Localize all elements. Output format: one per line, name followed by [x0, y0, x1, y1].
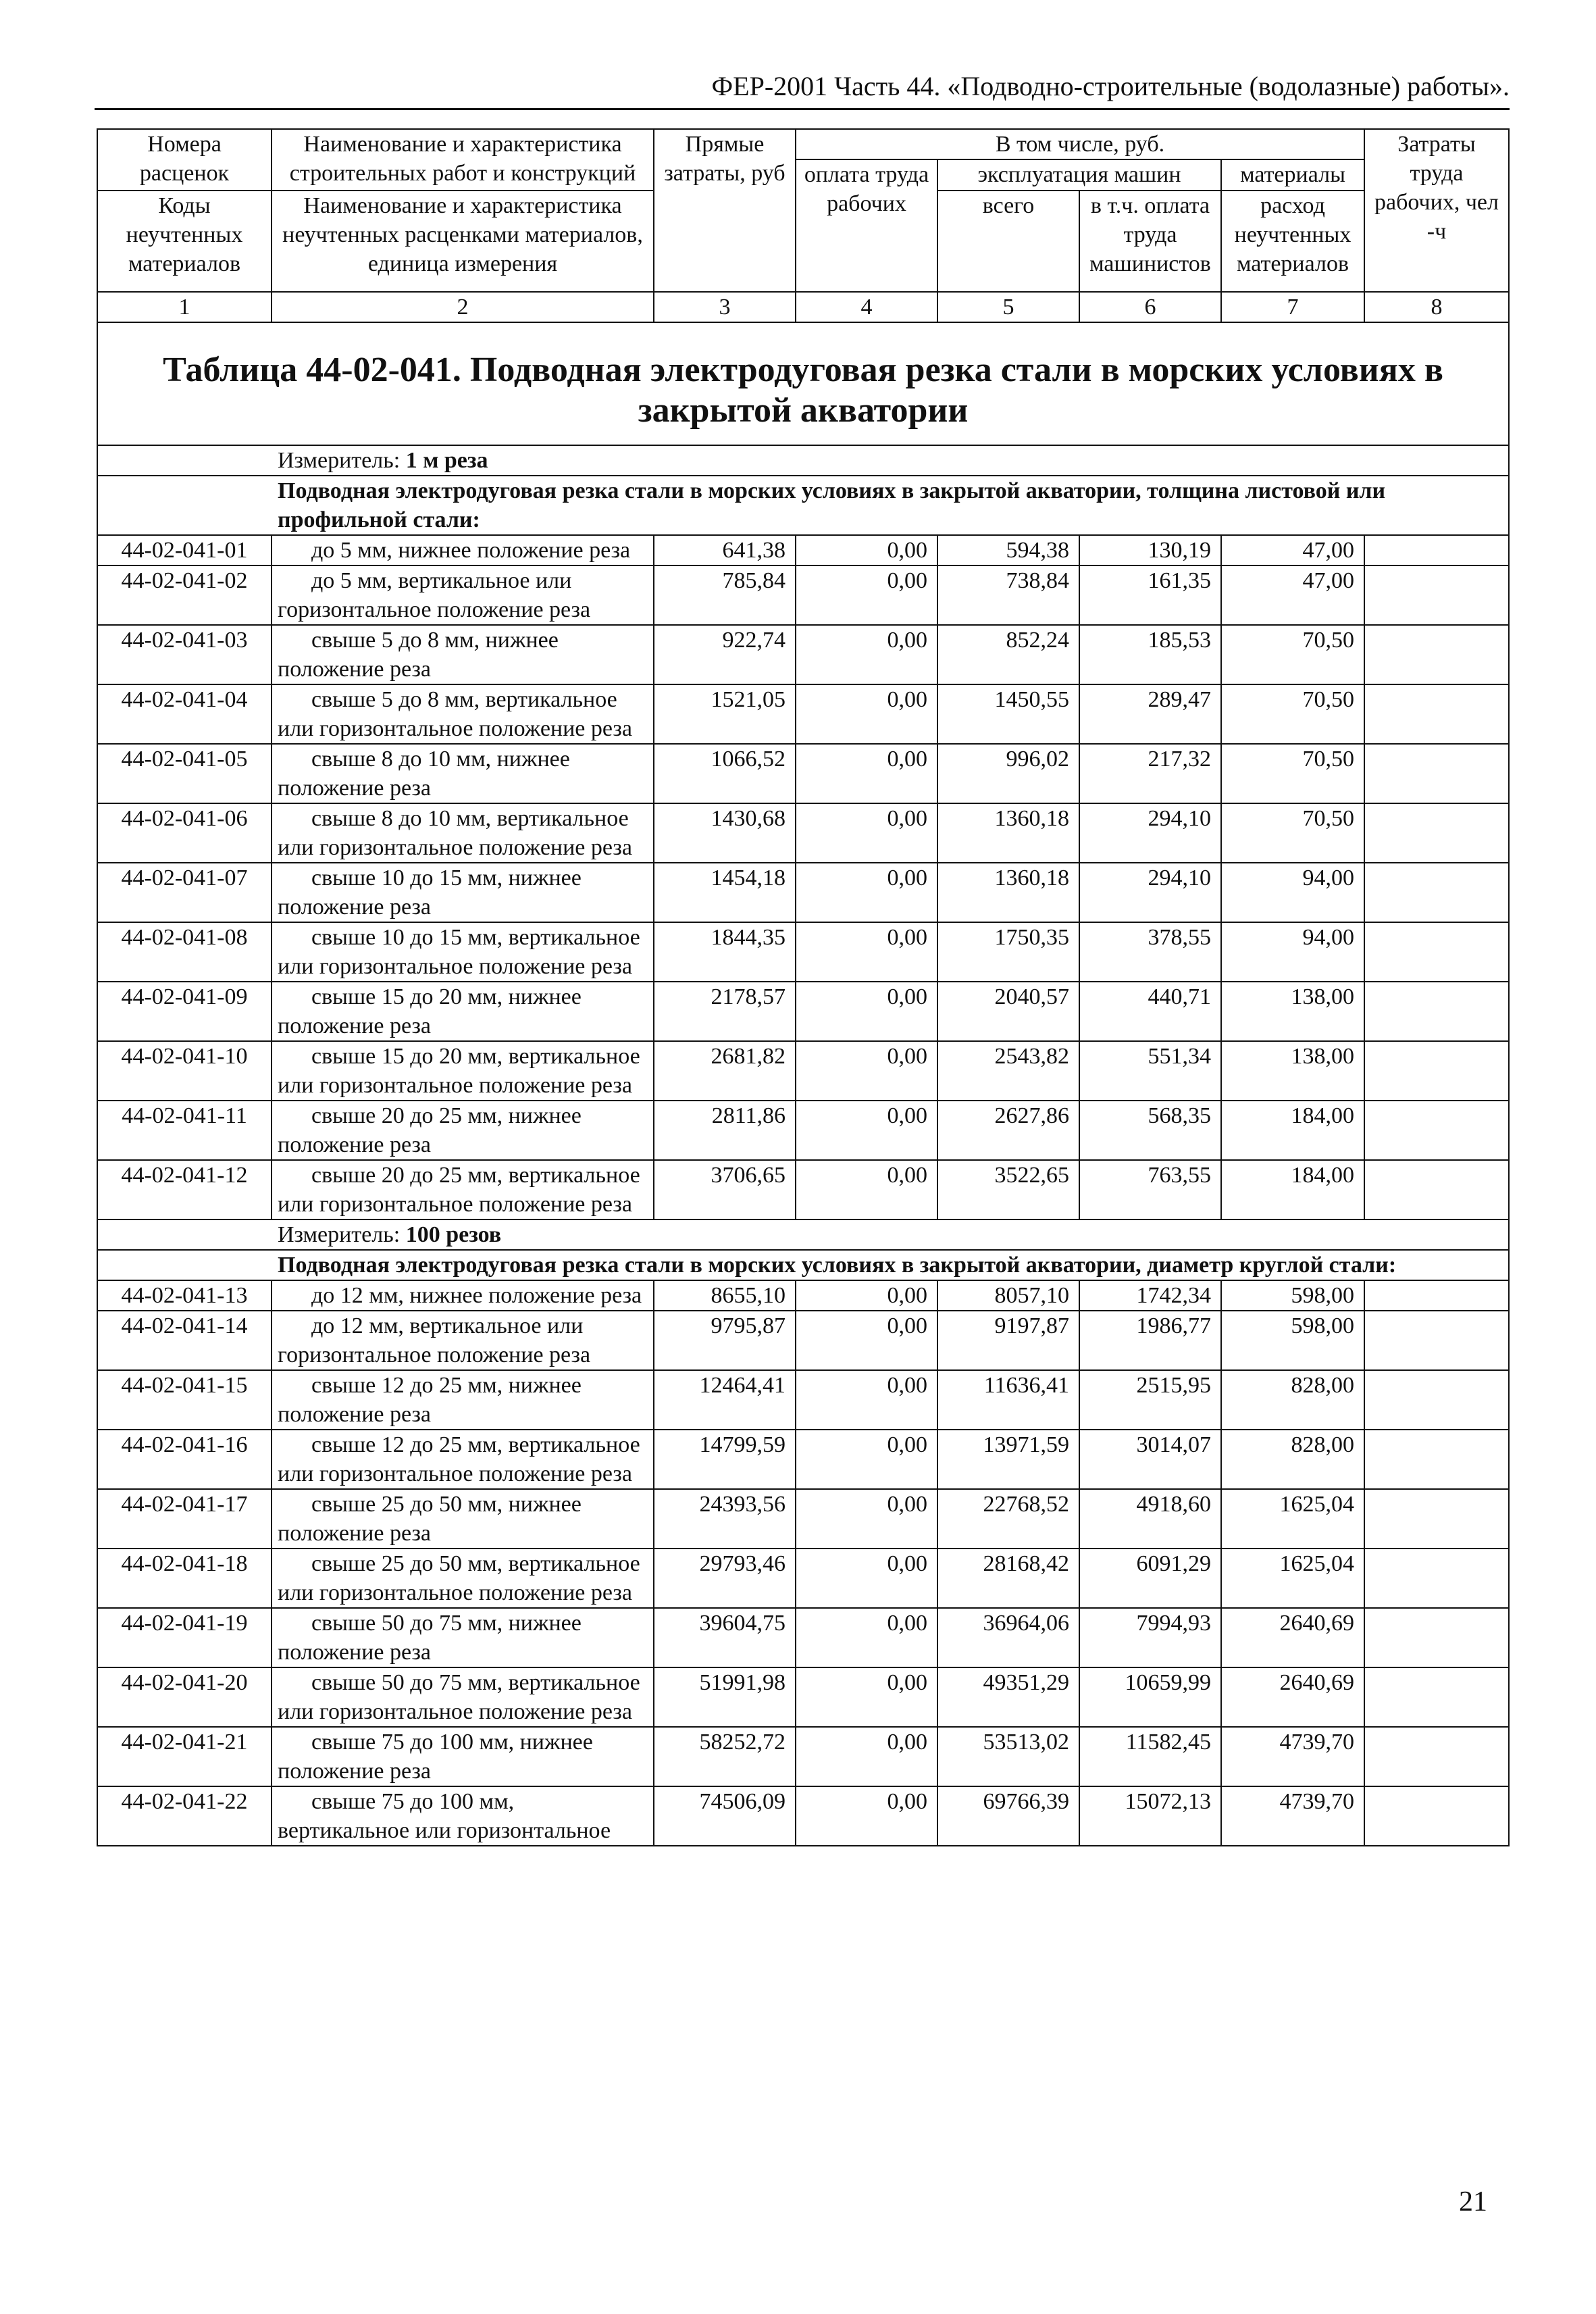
value-mach: 1450,55 [937, 684, 1079, 744]
value-direct: 24393,56 [654, 1489, 796, 1549]
table-row [97, 565, 1509, 625]
value-mach: 1360,18 [937, 803, 1079, 863]
measure-row [97, 1219, 1509, 1250]
value-direct: 1454,18 [654, 863, 796, 922]
work-name: до 12 мм, нижнее положение реза [272, 1280, 654, 1311]
value-mach: 1360,18 [937, 863, 1079, 922]
value-labor: 0,00 [796, 982, 937, 1041]
value-direct: 3706,65 [654, 1160, 796, 1219]
col-number: 5 [937, 292, 1079, 322]
work-name: свыше 75 до 100 мм, вертикальное или горизонтальное [272, 1786, 654, 1846]
col-header-material-codes: Коды неучтенных материалов [97, 191, 272, 292]
work-name: свыше 12 до 25 мм, вертикальное или горизонтальное положение реза [272, 1430, 654, 1489]
rate-code: 44-02-041-13 [97, 1280, 272, 1311]
table-row [97, 1041, 1509, 1101]
table-row [97, 1311, 1509, 1370]
value-mach: 996,02 [937, 744, 1079, 803]
value-mat: 1625,04 [1221, 1489, 1364, 1549]
value-mach-labor: 378,55 [1079, 922, 1221, 982]
table-row [97, 1430, 1509, 1489]
value-direct: 9795,87 [654, 1311, 796, 1370]
value-mat: 94,00 [1221, 863, 1364, 922]
value-mach: 738,84 [937, 565, 1079, 625]
rate-code: 44-02-041-09 [97, 982, 272, 1041]
value-mach-labor: 3014,07 [1079, 1430, 1221, 1489]
value-direct: 1066,52 [654, 744, 796, 803]
value-hours [1364, 1370, 1509, 1430]
rate-code: 44-02-041-03 [97, 625, 272, 684]
value-direct: 2811,86 [654, 1101, 796, 1160]
value-direct: 14799,59 [654, 1430, 796, 1489]
value-mach: 2627,86 [937, 1101, 1079, 1160]
value-mach-labor: 2515,95 [1079, 1370, 1221, 1430]
col-header-labor-hours: Затраты труда рабочих, чел -ч [1364, 129, 1509, 292]
table-row [97, 1160, 1509, 1219]
value-labor: 0,00 [796, 1430, 937, 1489]
rate-code: 44-02-041-08 [97, 922, 272, 982]
table-row [97, 535, 1509, 565]
work-name: свыше 75 до 100 мм, нижнее положение реза [272, 1727, 654, 1786]
work-name: до 12 мм, вертикальное или горизонтальное положение реза [272, 1311, 654, 1370]
col-number: 4 [796, 292, 937, 322]
value-mat: 1625,04 [1221, 1549, 1364, 1608]
value-mat: 828,00 [1221, 1370, 1364, 1430]
page-number: 21 [1459, 2186, 1487, 2217]
work-name: свыше 10 до 15 мм, нижнее положение реза [272, 863, 654, 922]
rate-code: 44-02-041-20 [97, 1667, 272, 1727]
value-mach: 9197,87 [937, 1311, 1079, 1370]
value-mat: 2640,69 [1221, 1667, 1364, 1727]
value-hours [1364, 1667, 1509, 1727]
value-mach: 3522,65 [937, 1160, 1079, 1219]
value-direct: 785,84 [654, 565, 796, 625]
col-number: 8 [1364, 292, 1509, 322]
rate-code: 44-02-041-17 [97, 1489, 272, 1549]
rate-code: 44-02-041-02 [97, 565, 272, 625]
rate-code: 44-02-041-04 [97, 684, 272, 744]
work-name: до 5 мм, вертикальное или горизонтальное положение реза [272, 565, 654, 625]
col-header-including: В том числе, руб. [796, 129, 1364, 159]
measure-value: 1 м реза [405, 448, 488, 473]
table-row [97, 922, 1509, 982]
value-mat: 4739,70 [1221, 1727, 1364, 1786]
value-mach-labor: 4918,60 [1079, 1489, 1221, 1549]
value-mach: 49351,29 [937, 1667, 1079, 1727]
value-labor: 0,00 [796, 1608, 937, 1667]
value-hours [1364, 1489, 1509, 1549]
document-title: ФЕР-2001 Часть 44. «Подводно-строительные (водолазные) работы». [711, 71, 1510, 101]
value-mach-labor: 6091,29 [1079, 1549, 1221, 1608]
value-mat: 47,00 [1221, 535, 1364, 565]
value-direct: 922,74 [654, 625, 796, 684]
table-row [97, 1280, 1509, 1311]
rate-code: 44-02-041-05 [97, 744, 272, 803]
section-heading: Подводная электродуговая резка стали в морских условиях в закрытой акватории, толщина листовой или профильной стали: [97, 476, 1509, 535]
value-direct: 58252,72 [654, 1727, 796, 1786]
value-mach: 69766,39 [937, 1786, 1079, 1846]
value-mach: 36964,06 [937, 1608, 1079, 1667]
value-hours [1364, 1727, 1509, 1786]
rate-code: 44-02-041-14 [97, 1311, 272, 1370]
value-labor: 0,00 [796, 1101, 937, 1160]
col-header-materials: материалы [1221, 159, 1364, 191]
value-mach-labor: 294,10 [1079, 863, 1221, 922]
value-hours [1364, 1160, 1509, 1219]
work-name: до 5 мм, нижнее положение реза [272, 535, 654, 565]
col-header-machines: эксплуатация машин [937, 159, 1221, 191]
value-direct: 12464,41 [654, 1370, 796, 1430]
value-hours [1364, 922, 1509, 982]
col-number: 1 [97, 292, 272, 322]
col-header-worker-pay: оплата труда рабочих [796, 159, 937, 292]
table-row [97, 1101, 1509, 1160]
value-labor: 0,00 [796, 744, 937, 803]
value-labor: 0,00 [796, 1549, 937, 1608]
value-mach: 22768,52 [937, 1489, 1079, 1549]
work-name: свыше 20 до 25 мм, вертикальное или горизонтальное положение реза [272, 1160, 654, 1219]
value-mach-labor: 289,47 [1079, 684, 1221, 744]
value-mat: 94,00 [1221, 922, 1364, 982]
value-hours [1364, 1311, 1509, 1370]
value-mach: 594,38 [937, 535, 1079, 565]
table-row [97, 1549, 1509, 1608]
rate-code: 44-02-041-10 [97, 1041, 272, 1101]
col-header-work-name: Наименование и характеристика строительных работ и конструкций [272, 129, 654, 191]
value-mat: 184,00 [1221, 1160, 1364, 1219]
value-mach-labor: 10659,99 [1079, 1667, 1221, 1727]
value-direct: 1521,05 [654, 684, 796, 744]
value-mach: 28168,42 [937, 1549, 1079, 1608]
col-header-operator-pay: в т.ч. оплата труда машинистов [1079, 191, 1221, 292]
work-name: свыше 5 до 8 мм, нижнее положение реза [272, 625, 654, 684]
page-header [95, 68, 1510, 110]
work-name: свыше 50 до 75 мм, вертикальное или горизонтальное положение реза [272, 1667, 654, 1727]
table-row [97, 982, 1509, 1041]
value-mach: 1750,35 [937, 922, 1079, 982]
value-mach: 2040,57 [937, 982, 1079, 1041]
value-mat: 4739,70 [1221, 1786, 1364, 1846]
value-mach-labor: 217,32 [1079, 744, 1221, 803]
value-labor: 0,00 [796, 863, 937, 922]
rate-code: 44-02-041-19 [97, 1608, 272, 1667]
rate-code: 44-02-041-06 [97, 803, 272, 863]
value-hours [1364, 1430, 1509, 1489]
value-labor: 0,00 [796, 1727, 937, 1786]
value-hours [1364, 1786, 1509, 1846]
value-mach-labor: 568,35 [1079, 1101, 1221, 1160]
value-direct: 8655,10 [654, 1280, 796, 1311]
value-labor: 0,00 [796, 803, 937, 863]
value-labor: 0,00 [796, 1311, 937, 1370]
value-mach: 13971,59 [937, 1430, 1079, 1489]
value-labor: 0,00 [796, 684, 937, 744]
value-labor: 0,00 [796, 1160, 937, 1219]
work-name: свыше 15 до 20 мм, вертикальное или горизонтальное положение реза [272, 1041, 654, 1101]
work-name: свыше 5 до 8 мм, вертикальное или горизонтальное положение реза [272, 684, 654, 744]
value-labor: 0,00 [796, 1041, 937, 1101]
rate-code: 44-02-041-22 [97, 1786, 272, 1846]
work-name: свыше 10 до 15 мм, вертикальное или горизонтальное положение реза [272, 922, 654, 982]
table-row [97, 1786, 1509, 1846]
table-row [97, 1608, 1509, 1667]
value-mat: 184,00 [1221, 1101, 1364, 1160]
value-direct: 2178,57 [654, 982, 796, 1041]
value-mat: 828,00 [1221, 1430, 1364, 1489]
value-mat: 70,50 [1221, 803, 1364, 863]
table-row [97, 1489, 1509, 1549]
section-heading: Подводная электродуговая резка стали в морских условиях в закрытой акватории, диаметр круглой стали: [97, 1250, 1509, 1280]
table-row [97, 1727, 1509, 1786]
col-number: 7 [1221, 292, 1364, 322]
table-row [97, 744, 1509, 803]
value-mach: 852,24 [937, 625, 1079, 684]
value-hours [1364, 744, 1509, 803]
value-mach-labor: 1986,77 [1079, 1311, 1221, 1370]
value-direct: 641,38 [654, 535, 796, 565]
col-header-unaccounted-materials: расход неучтенных материалов [1221, 191, 1364, 292]
table-row [97, 684, 1509, 744]
value-mat: 138,00 [1221, 1041, 1364, 1101]
value-hours [1364, 684, 1509, 744]
work-name: свыше 25 до 50 мм, нижнее положение реза [272, 1489, 654, 1549]
value-hours [1364, 565, 1509, 625]
work-name: свыше 8 до 10 мм, нижнее положение реза [272, 744, 654, 803]
work-name: свыше 8 до 10 мм, вертикальное или горизонтальное положение реза [272, 803, 654, 863]
work-name: свыше 15 до 20 мм, нижнее положение реза [272, 982, 654, 1041]
table-row [97, 803, 1509, 863]
value-labor: 0,00 [796, 565, 937, 625]
value-labor: 0,00 [796, 535, 937, 565]
table-row [97, 863, 1509, 922]
value-mach-labor: 185,53 [1079, 625, 1221, 684]
value-hours [1364, 625, 1509, 684]
value-hours [1364, 1041, 1509, 1101]
value-direct: 2681,82 [654, 1041, 796, 1101]
value-mach: 11636,41 [937, 1370, 1079, 1430]
rate-code: 44-02-041-21 [97, 1727, 272, 1786]
value-mach-labor: 1742,34 [1079, 1280, 1221, 1311]
value-hours [1364, 1280, 1509, 1311]
value-mat: 598,00 [1221, 1280, 1364, 1311]
value-labor: 0,00 [796, 922, 937, 982]
value-mach-labor: 551,34 [1079, 1041, 1221, 1101]
value-mat: 70,50 [1221, 625, 1364, 684]
measure-label: Измеритель: [278, 1222, 401, 1247]
value-direct: 1844,35 [654, 922, 796, 982]
value-labor: 0,00 [796, 1667, 937, 1727]
col-header-rate-numbers: Номера расценок [97, 129, 272, 191]
value-hours [1364, 535, 1509, 565]
value-mat: 70,50 [1221, 684, 1364, 744]
value-mach-labor: 294,10 [1079, 803, 1221, 863]
value-mach: 2543,82 [937, 1041, 1079, 1101]
rate-code: 44-02-041-12 [97, 1160, 272, 1219]
measure-row [97, 445, 1509, 476]
rates-table [97, 128, 1510, 1846]
value-labor: 0,00 [796, 1489, 937, 1549]
measure-label: Измеритель: [278, 448, 401, 473]
value-hours [1364, 803, 1509, 863]
work-name: свыше 20 до 25 мм, нижнее положение реза [272, 1101, 654, 1160]
value-direct: 29793,46 [654, 1549, 796, 1608]
value-mach: 8057,10 [937, 1280, 1079, 1311]
col-header-direct-costs: Прямые затраты, руб [654, 129, 796, 292]
value-hours [1364, 1101, 1509, 1160]
value-hours [1364, 1608, 1509, 1667]
value-mach-labor: 7994,93 [1079, 1608, 1221, 1667]
value-labor: 0,00 [796, 625, 937, 684]
rate-code: 44-02-041-11 [97, 1101, 272, 1160]
value-mach-labor: 15072,13 [1079, 1786, 1221, 1846]
value-mach-labor: 11582,45 [1079, 1727, 1221, 1786]
col-number: 2 [272, 292, 654, 322]
value-mach: 53513,02 [937, 1727, 1079, 1786]
value-mat: 2640,69 [1221, 1608, 1364, 1667]
value-hours [1364, 1549, 1509, 1608]
measure-value: 100 резов [405, 1222, 502, 1247]
table-row [97, 1370, 1509, 1430]
value-direct: 39604,75 [654, 1608, 796, 1667]
value-mat: 598,00 [1221, 1311, 1364, 1370]
work-name: свыше 50 до 75 мм, нижнее положение реза [272, 1608, 654, 1667]
col-number: 3 [654, 292, 796, 322]
table-row [97, 625, 1509, 684]
value-direct: 51991,98 [654, 1667, 796, 1727]
value-mach-labor: 763,55 [1079, 1160, 1221, 1219]
value-hours [1364, 863, 1509, 922]
value-mach-labor: 130,19 [1079, 535, 1221, 565]
value-direct: 1430,68 [654, 803, 796, 863]
work-name: свыше 12 до 25 мм, нижнее положение реза [272, 1370, 654, 1430]
value-labor: 0,00 [796, 1280, 937, 1311]
value-mat: 47,00 [1221, 565, 1364, 625]
value-labor: 0,00 [796, 1786, 937, 1846]
value-mat: 70,50 [1221, 744, 1364, 803]
value-labor: 0,00 [796, 1370, 937, 1430]
col-header-material-names: Наименование и характеристика неучтенных расценками материалов, единица измерения [272, 191, 654, 292]
rate-code: 44-02-041-16 [97, 1430, 272, 1489]
col-number: 6 [1079, 292, 1221, 322]
rate-code: 44-02-041-15 [97, 1370, 272, 1430]
value-hours [1364, 982, 1509, 1041]
value-mat: 138,00 [1221, 982, 1364, 1041]
value-mach-labor: 440,71 [1079, 982, 1221, 1041]
table-row [97, 1667, 1509, 1727]
value-direct: 74506,09 [654, 1786, 796, 1846]
work-name: свыше 25 до 50 мм, вертикальное или горизонтальное положение реза [272, 1549, 654, 1608]
rate-code: 44-02-041-18 [97, 1549, 272, 1608]
rate-code: 44-02-041-01 [97, 535, 272, 565]
value-mach-labor: 161,35 [1079, 565, 1221, 625]
col-header-machines-total: всего [937, 191, 1079, 292]
rate-code: 44-02-041-07 [97, 863, 272, 922]
table-title: Таблица 44-02-041. Подводная электродуговая резка стали в морских условиях в закрытой акватории [97, 322, 1509, 445]
